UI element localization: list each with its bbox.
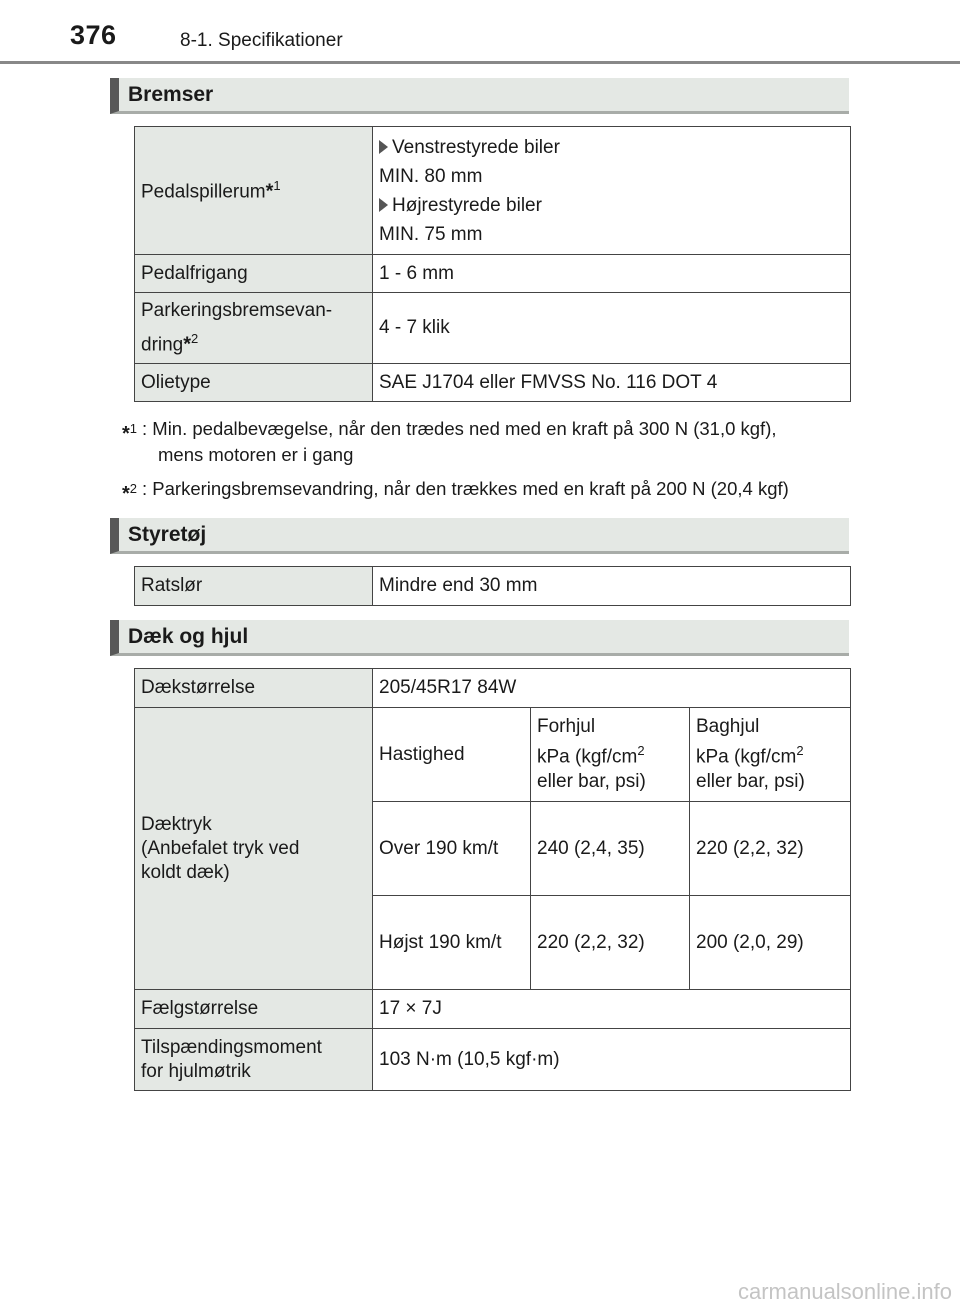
triangle-bullet-icon	[379, 140, 388, 154]
column-header-front: Forhjul kPa ($kgf/cm^2$ eller bar, psi)	[531, 708, 690, 802]
footnote-star-icon: *	[122, 423, 130, 446]
steering-freeplay-value: Mindre end 30 mm	[373, 567, 851, 606]
steering-table	[134, 566, 851, 606]
pedal-freeplay-label: Pedalfrigang	[135, 255, 373, 293]
section-heading-steering	[110, 518, 849, 554]
page-number: 376	[70, 20, 117, 50]
watermark: carmanualsonline.info	[737, 1279, 952, 1304]
pressure-speed-cell: Over 190 km/t	[373, 802, 531, 896]
pressure-front-cell: 220 (2,2, 32)	[531, 896, 690, 990]
parking-brake-label: Parkeringsbremsevan- dring*$^2$	[135, 293, 373, 364]
wheel-size-value: 17 × 7J	[373, 990, 851, 1029]
steering-freeplay-label: Ratslør	[135, 567, 373, 606]
footnote-2: *$^2$ : Parkeringsbremsevandring, når den trækkes med en kraft på 200 N (20,4 kgf)	[122, 478, 789, 506]
wheel-nut-torque-value: 103 N·m (10,5 kgf·m)	[373, 1029, 851, 1091]
footnote-star-icon: *	[183, 333, 192, 356]
fluid-type-value: SAE J1704 eller FMVSS No. 116 DOT 4	[373, 364, 851, 402]
table-row	[135, 127, 851, 255]
footnote-star-icon: *	[265, 180, 274, 203]
triangle-bullet-icon	[379, 198, 388, 212]
footnote-text: : Parkeringsbremsevandring, når den trækkes med en kraft på 200 N (20,4 kgf)	[142, 478, 789, 499]
pressure-rear-cell: 200 (2,0, 29)	[690, 896, 851, 990]
tire-size-value: 205/45R17 84W	[373, 669, 851, 708]
table-row	[135, 708, 851, 802]
section-heading-brakes	[110, 78, 849, 114]
table-row	[135, 255, 851, 293]
pedal-clearance-label: Pedalspillerum*$^1$	[135, 127, 373, 255]
header-rule	[0, 61, 960, 64]
section-heading-text: Bremser	[128, 83, 214, 106]
fluid-type-label: Olietype	[135, 364, 373, 402]
pedal-freeplay-value: 1 - 6 mm	[373, 255, 851, 293]
section-heading-tires	[110, 620, 849, 656]
brakes-table	[134, 126, 851, 402]
table-row	[135, 567, 851, 606]
wheel-size-label: Fælgstørrelse	[135, 990, 373, 1029]
table-row	[135, 1029, 851, 1091]
pressure-speed-cell: Højst 190 km/t	[373, 896, 531, 990]
parking-brake-value: 4 - 7 klik	[373, 293, 851, 364]
page-header	[0, 0, 960, 64]
section-title: 8-1. Specifikationer	[180, 30, 343, 51]
footnote-text: : Min. pedalbevægelse, når den trædes ned med en kraft på 300 N (31,0 kgf),	[142, 418, 777, 439]
column-header-rear: Baghjul kPa ($kgf/cm^2$ eller bar, psi)	[690, 708, 851, 802]
table-row	[135, 293, 851, 364]
tire-pressure-label: Dæktryk (Anbefalet tryk ved koldt dæk)	[135, 708, 373, 990]
section-heading-text: Styretøj	[128, 523, 207, 546]
footnote-1: *$^1$ : Min. pedalbevægelse, når den trædes ned med en kraft på 300 N (31,0 kgf), mens motoren er i gang	[122, 416, 852, 470]
table-row	[135, 669, 851, 708]
pedal-clearance-value: Venstrestyrede biler MIN. 80 mm Højrestyrede biler MIN. 75 mm	[373, 127, 851, 255]
pressure-front-cell: 240 (2,4, 35)	[531, 802, 690, 896]
wheel-nut-torque-label: Tilspændingsmoment for hjulmøtrik	[135, 1029, 373, 1091]
column-header-speed: Hastighed	[373, 708, 531, 802]
pressure-rear-cell: 220 (2,2, 32)	[690, 802, 851, 896]
table-row	[135, 990, 851, 1029]
footnote-text: mens motoren er i gang	[158, 444, 354, 465]
section-heading-text: Dæk og hjul	[128, 625, 249, 648]
tire-size-label: Dækstørrelse	[135, 669, 373, 708]
tires-table	[134, 668, 851, 1091]
footnote-star-icon: *	[122, 483, 130, 506]
table-row	[135, 364, 851, 402]
